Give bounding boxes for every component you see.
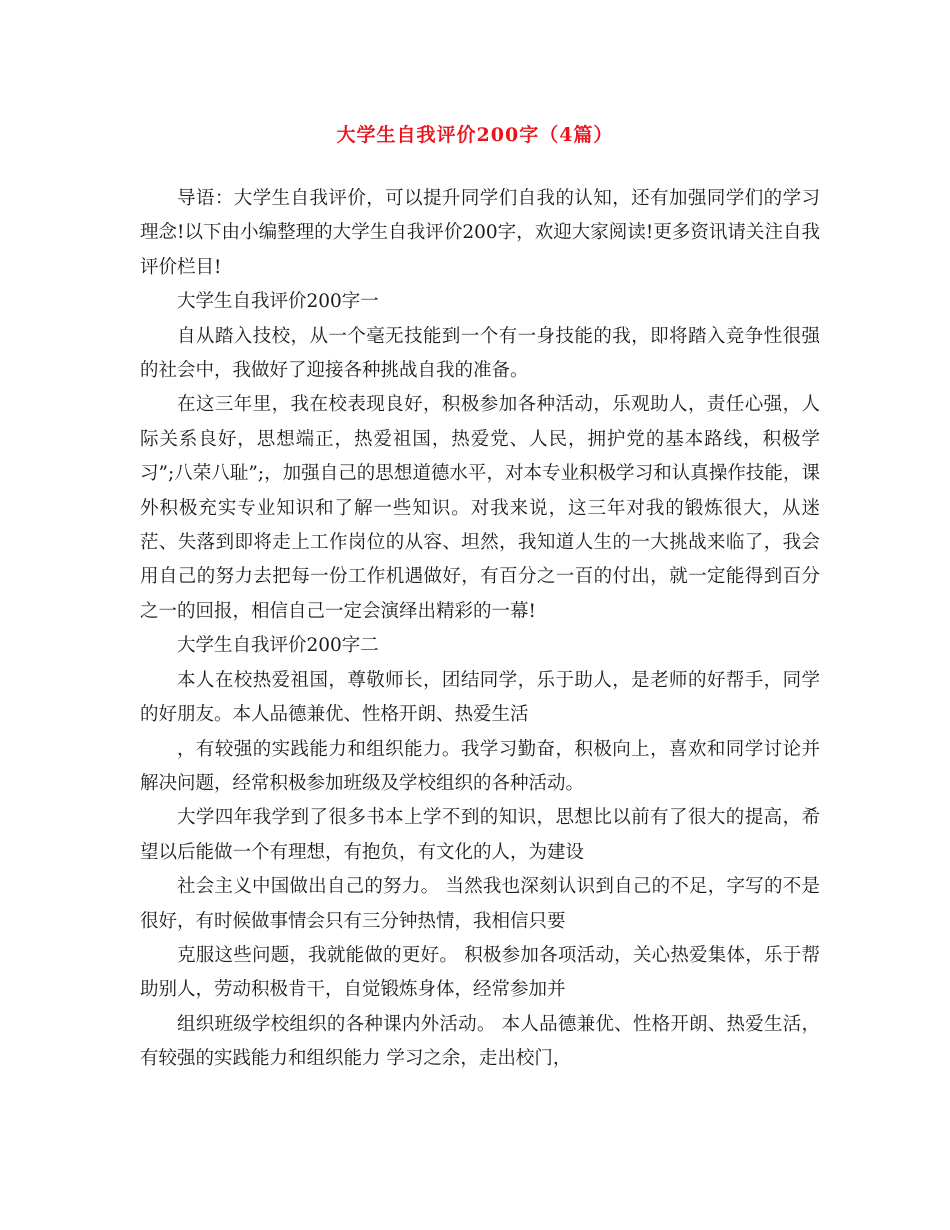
paragraph: ，有较强的实践能力和组织能力。我学习勤奋，积极向上，喜欢和同学讨论并解决问题，经常积极参加班级及学校组织的各种活动。 [140,738,820,794]
paragraph: 在这三年里，我在校表现良好，积极参加各种活动，乐观助人，责任心强，人际关系良好，思想端正，热爱祖国，热爱党、人民，拥护党的基本路线，积极学习”;八荣八耻”;，加强自己的思想道德水平，对本专业积极学习和认真操作技能，课外积极充实专业知识和了解一些知识。对我来说，这三年对我的锻炼很大，从迷茫、失落到即将走上工作岗位的从容、坦然，我知道人生的一大挑战来临了，我会用自己的努力去把每一份工作机遇做好，有百分之一百的付出，就一定能得到百分之一的回报，相信自己一定会演绎出精彩的一幕! [140,394,820,622]
paragraph-intro: 导语：大学生自我评价，可以提升同学们自我的认知，还有加强同学们的学习理念!以下由小编整理的大学生自我评价200字，欢迎大家阅读!更多资讯请关注自我评价栏目! [140,188,820,278]
document-body [140,182,820,1077]
document-title: 大学生自我评价200字（4篇） [336,124,614,146]
paragraph: 本人在校热爱祖国，尊敬师长，团结同学，乐于助人，是老师的好帮手，同学的好朋友。本人品德兼优、性格开朗、热爱生活 [140,669,820,726]
section-heading-2: 大学生自我评价200字二 [177,635,379,657]
paragraph: 自从踏入技校，从一个毫无技能到一个有一身技能的我，即将踏入竞争性很强的社会中，我做好了迎接各种挑战自我的准备。 [140,325,820,382]
paragraph: 社会主义中国做出自己的努力。 当然我也深刻认识到自己的不足，字写的不是很好，有时候做事情会只有三分钟热情，我相信只要 [140,876,820,932]
paragraph: 大学四年我学到了很多书本上学不到的知识，思想比以前有了很大的提高，希望以后能做一个有理想，有抱负，有文化的人，为建设 [140,807,820,863]
paragraph: 克服这些问题，我就能做的更好。 积极参加各项活动，关心热爱集体，乐于帮助别人，劳动积极肯干，自觉锻炼身体，经常参加并 [140,944,820,1001]
section-heading-1: 大学生自我评价200字一 [177,291,379,313]
paragraph: 组织班级学校组织的各种课内外活动。 本人品德兼优、性格开朗、热爱生活，有较强的实践能力和组织能力 学习之余，走出校门， [140,1013,820,1070]
